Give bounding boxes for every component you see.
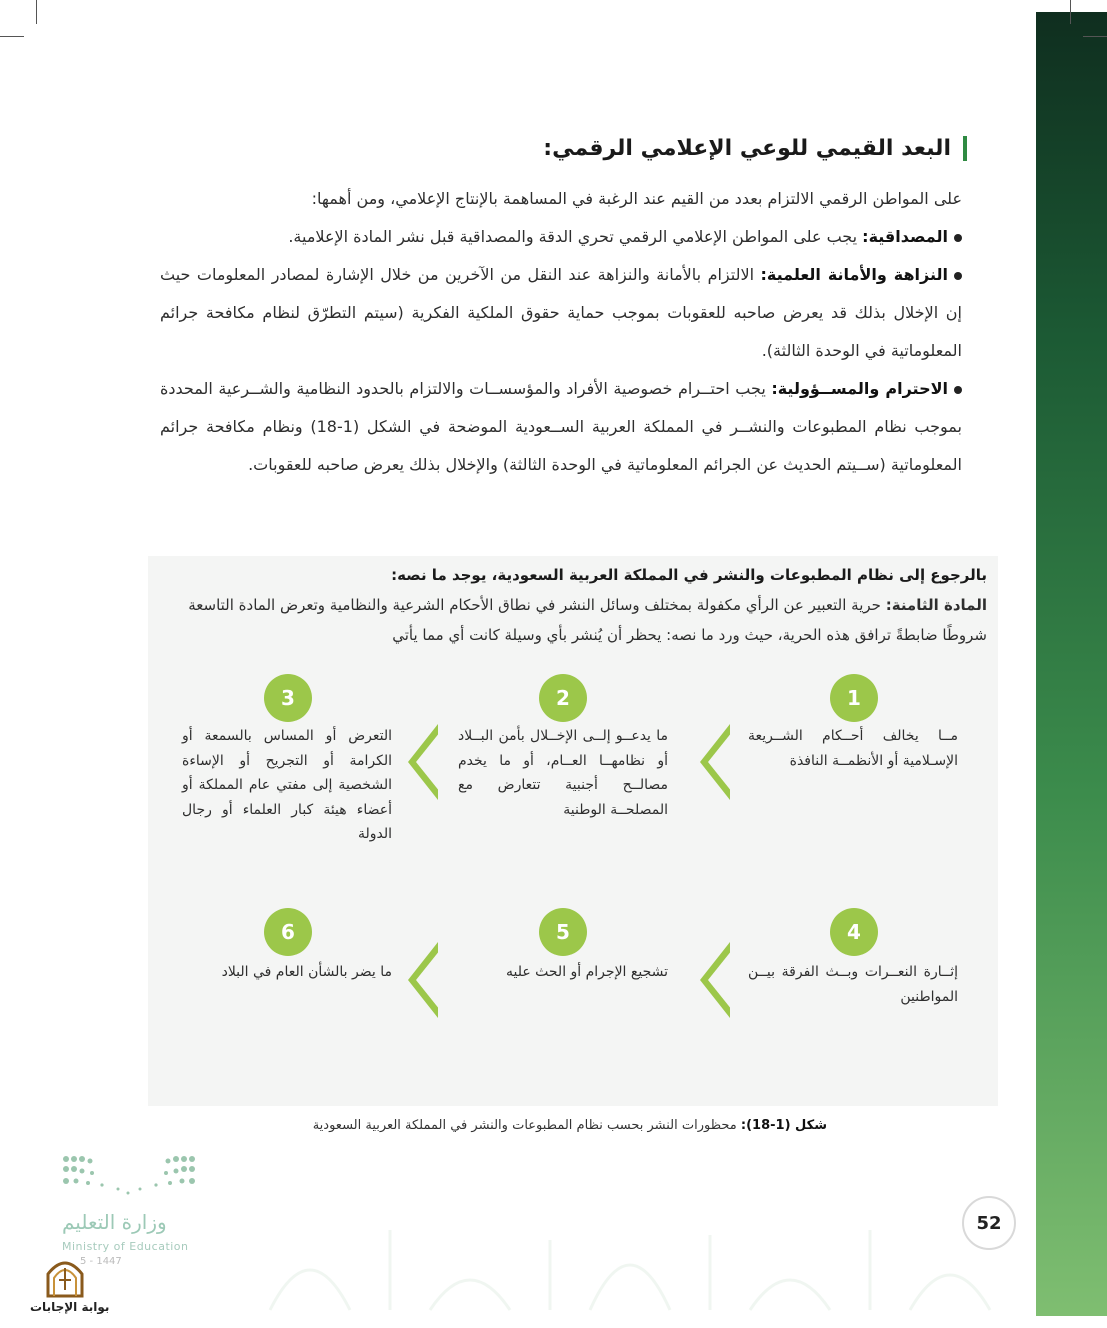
intro-paragraph: على المواطن الرقمي الالتزام بعدد من القيم عند الرغبة في المساهمة بالإنتاج الإعلامي، ومن أهمها: bbox=[311, 189, 962, 208]
chevron-left-icon bbox=[700, 942, 730, 1018]
bullet-integrity bbox=[160, 256, 962, 370]
item-number-badge: 3 bbox=[264, 674, 312, 722]
figure-caption bbox=[313, 1118, 827, 1133]
bullet-text: الالتزام بالأمانة والنزاهة عند النقل من الآخرين من خلال الإشارة لمصادر المعلومات حيث إن الإخلال بذلك قد يعرض صاحبه للعقوبات بموجب حماية حقوق الملكية الفكرية (سيتم التطرّق لنظام مكافحة جرائم المعلوماتية في الوحدة الثالثة). bbox=[160, 265, 962, 360]
ministry-name-arabic: وزارة التعليم bbox=[62, 1210, 167, 1234]
section-title: البعد القيمي للوعي الإعلامي الرقمي: bbox=[543, 136, 967, 161]
chevron-left-icon bbox=[700, 724, 730, 800]
item-number-badge: 1 bbox=[830, 674, 878, 722]
crop-mark bbox=[1083, 36, 1107, 37]
ministry-logo-icon bbox=[62, 1155, 196, 1197]
ministry-name-english: Ministry of Education bbox=[62, 1240, 189, 1253]
bullet-dot-icon bbox=[954, 272, 962, 280]
box-heading: بالرجوع إلى نظام المطبوعات والنشر في المملكة العربية السعودية، يوجد ما نصه: bbox=[391, 566, 987, 584]
item-number-badge: 4 bbox=[830, 908, 878, 956]
caption-text: محظورات النشر بحسب نظام المطبوعات والنشر في المملكة العربية السعودية bbox=[312, 1118, 741, 1133]
calligraphy-watermark-icon bbox=[250, 1210, 1010, 1320]
bullet-term: النزاهة والأمانة العلمية: bbox=[760, 265, 948, 284]
prohibition-item: ما يدعــو إلــى الإخــلال بأمن البــلاد أو نظامهــا العــام، أو ما يخدم مصالــح أجنبية تتعارض مع المصلحــة الوطنية bbox=[458, 728, 668, 818]
side-green-bar bbox=[1036, 12, 1107, 1316]
article-term: المادة الثامنة: bbox=[885, 596, 987, 614]
item-number-badge: 5 bbox=[539, 908, 587, 956]
portal-logo-icon bbox=[44, 1256, 86, 1298]
crop-mark bbox=[1070, 0, 1071, 24]
portal-label: بوابة الإجابات bbox=[30, 1300, 110, 1314]
box-article bbox=[160, 590, 987, 650]
prohibition-item: إثــارة النعــرات وبــث الفرقة بيــن المواطنين bbox=[748, 964, 958, 1005]
item-number-badge: 2 bbox=[539, 674, 587, 722]
caption-label: شكل (1-18): bbox=[740, 1118, 827, 1133]
crop-mark bbox=[36, 0, 37, 24]
article-text: حرية التعبير عن الرأي مكفولة بمختلف وسائل النشر في نطاق الأحكام الشرعية والنظامية وتعرض المادة التاسعة شروطًا ضابطةً ترافق هذه الحرية، حيث ورد ما نصه: يحظر أن يُنشر بأي وسيلة كانت أي مما يأتي bbox=[188, 596, 987, 644]
bullet-term: المصداقية: bbox=[862, 227, 948, 246]
prohibition-item: مــا يخالف أحــكام الشــريعة الإسـلامية أو الأنظمــة النافذة bbox=[748, 728, 958, 769]
item-number-badge: 6 bbox=[264, 908, 312, 956]
chevron-left-icon bbox=[408, 724, 438, 800]
bullet-text: يجب احتــرام خصوصية الأفراد والمؤسســات والالتزام بالحدود النظامية والشــرعية المحددة بموجب نظام المطبوعات والنشــر في المملكة العربية الســعودية الموضحة في الشكل (1-18) ونظام مكافحة جرائم المعلوماتية (ســيتم الحديث عن الجرائم المعلوماتية في الوحدة الثالثة) والإخلال بذلك يعرض صاحبه للعقوبات. bbox=[160, 379, 963, 474]
bullet-text: يجب على المواطن الإعلامي الرقمي تحري الدقة والمصداقية قبل نشر المادة الإعلامية. bbox=[288, 227, 863, 246]
bullet-respect bbox=[160, 370, 962, 484]
page-number: 52 bbox=[962, 1196, 1016, 1250]
bullet-dot-icon bbox=[954, 386, 962, 394]
crop-mark bbox=[0, 36, 24, 37]
prohibition-item: تشجيع الإجرام أو الحث عليه bbox=[505, 964, 668, 980]
bullet-credibility bbox=[160, 218, 962, 256]
prohibition-item: التعرض أو المساس بالسمعة أو الكرامة أو التجريح أو الإساءة الشخصية إلى مفتي عام المملكة أو أعضاء هيئة كبار العلماء أو رجال الدولة bbox=[182, 728, 392, 842]
chevron-left-icon bbox=[408, 942, 438, 1018]
edition-year: 5 - 1447 bbox=[80, 1256, 122, 1267]
bullet-term: الاحترام والمســؤولية: bbox=[771, 379, 948, 398]
bullet-dot-icon bbox=[954, 234, 962, 242]
prohibition-item: ما يضر بالشأن العام في البلاد bbox=[221, 964, 392, 980]
